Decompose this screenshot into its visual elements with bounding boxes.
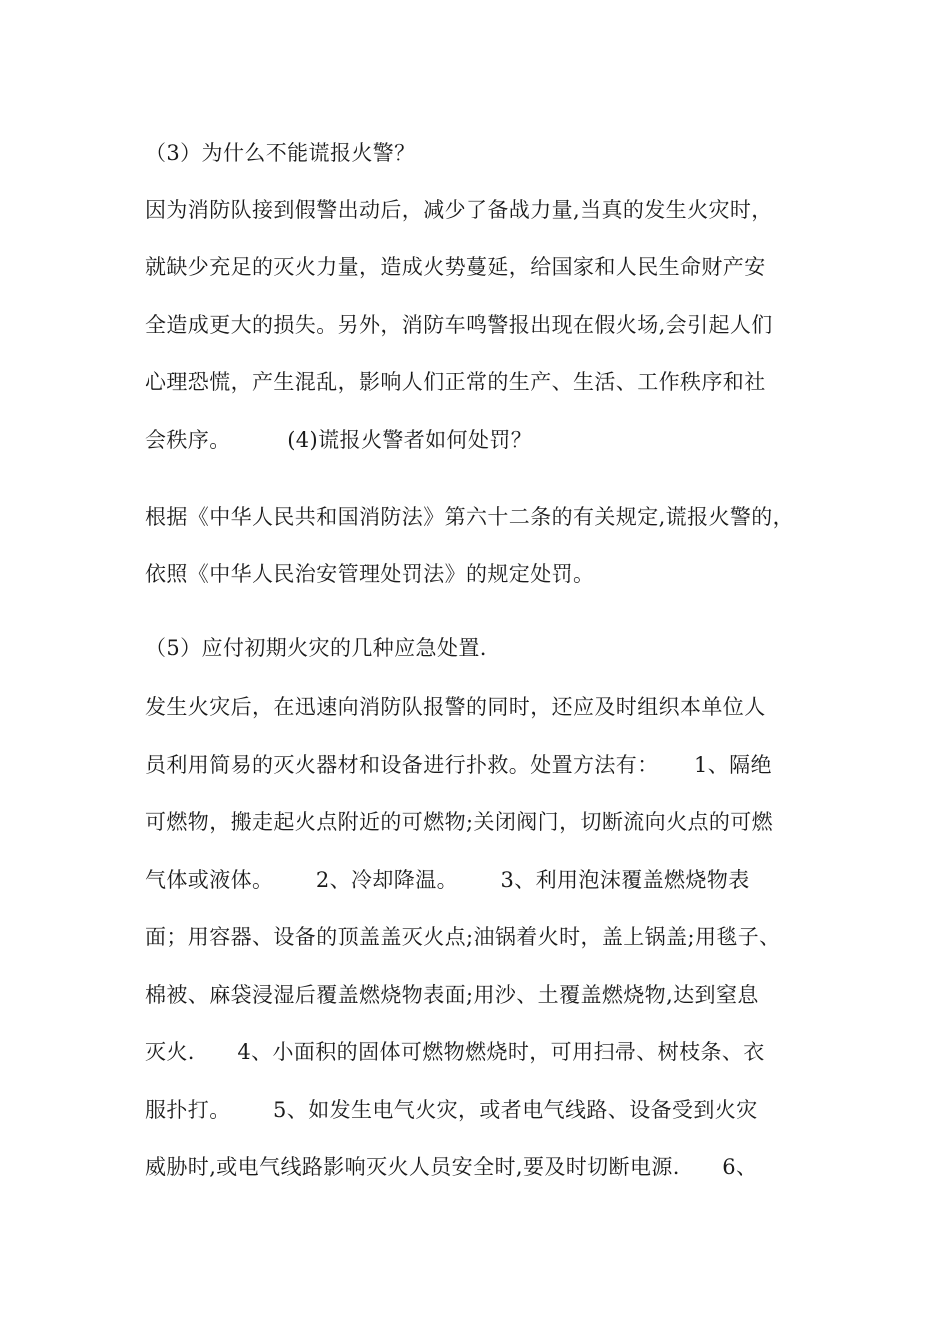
paragraph-line: 就缺少充足的灭火力量，造成火势蔓延，给国家和人民生命财产安 [145, 255, 766, 279]
paragraph-line: 棉被、麻袋浸湿后覆盖燃烧物表面;用沙、土覆盖燃烧物,达到窒息 [145, 983, 759, 1007]
paragraph-line: 依照《中华人民治安管理处罚法》的规定处罚。 [145, 562, 595, 586]
paragraph-line: 员利用简易的灭火器材和设备进行扑救。处置方法有： 1、隔绝 [145, 753, 772, 777]
paragraph-line: 心理恐慌，产生混乱，影响人们正常的生产、生活、工作秩序和社 [145, 370, 766, 394]
paragraph-line: 气体或液体。 2、冷却降温。 3、利用泡沫覆盖燃烧物表 [145, 868, 750, 892]
paragraph-line: 可燃物，搬走起火点附近的可燃物;关闭阀门，切断流向火点的可燃 [145, 810, 774, 834]
paragraph-line: 面；用容器、设备的顶盖盖灭火点;油锅着火时，盖上锅盖;用毯子、 [145, 925, 781, 949]
paragraph-line: 威胁时,或电气线路影响灭火人员安全时,要及时切断电源. 6、 [145, 1155, 758, 1179]
heading-q3: （3）为什么不能谎报火警？ [145, 141, 416, 165]
paragraph-line: 根据《中华人民共和国消防法》第六十二条的有关规定,谎报火警的， [145, 505, 795, 529]
paragraph-line: 因为消防队接到假警出动后，减少了备战力量,当真的发生火灾时， [145, 198, 773, 222]
paragraph-line: 服扑打。 5、如发生电气火灾，或者电气线路、设备受到火灾 [145, 1098, 758, 1122]
paragraph-line: 灭火. 4、小面积的固体可燃物燃烧时，可用扫帚、树枝条、衣 [145, 1040, 765, 1064]
paragraph-line: 发生火灾后，在迅速向消防队报警的同时，还应及时组织本单位人 [145, 695, 766, 719]
paragraph-line: 全造成更大的损失。另外，消防车鸣警报出现在假火场,会引起人们 [145, 313, 773, 337]
heading-q5: （5）应付初期火灾的几种应急处置. [145, 636, 487, 660]
paragraph-line-heading-q4: 会秩序。 (4)谎报火警者如何处罚？ [145, 428, 533, 452]
